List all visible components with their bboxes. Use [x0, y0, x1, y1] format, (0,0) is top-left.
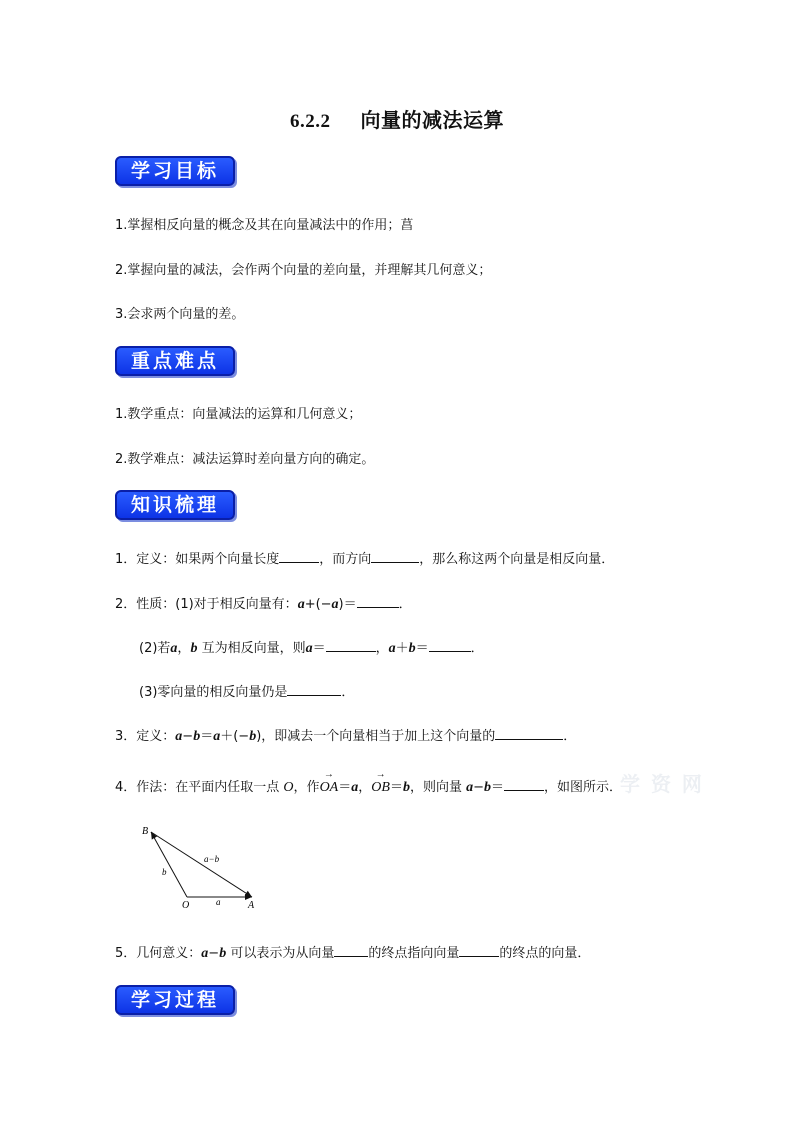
- goal-item: 3.会求两个向量的差。: [115, 307, 245, 322]
- knowledge-item-4: 4．作法：在平面内任取一点 O，作→ OA＝a，→ OB＝b，则向量 a−b＝ ，如图所示．: [115, 776, 622, 796]
- knowledge-item-2: 2．性质：(1)对于相反向量有：a+(−a)＝ ．: [115, 597, 412, 612]
- blank: [326, 639, 376, 652]
- point-B-label: B: [142, 826, 149, 837]
- knowledge-item-5: 5．几何意义：a−b 可以表示为从向量 的终点指向向量 的终点的向量．: [115, 946, 591, 961]
- goal-item: 2.掌握向量的减法，会作两个向量的差向量，并理解其几何意义；: [115, 263, 492, 278]
- knowledge-item-3: 3．定义：a−b＝a＋(−b)，即减去一个向量相当于加上这个向量的 ．: [115, 729, 577, 744]
- blank: [371, 550, 419, 563]
- blank: [279, 550, 319, 563]
- vector-a-minus-b-label: a−b: [204, 854, 220, 864]
- title-text: 向量的减法运算: [360, 108, 504, 132]
- blank: [287, 683, 341, 696]
- vector-b-label: b: [162, 867, 167, 877]
- section-number: 6.2.2: [290, 111, 331, 132]
- point-O-label: O: [182, 900, 190, 911]
- section-badge-process: 学习过程: [115, 985, 235, 1015]
- watermark: 学 资 网: [620, 772, 704, 796]
- section-badge-goals: 学习目标: [115, 156, 235, 186]
- blank: [429, 639, 471, 652]
- knowledge-item-1: 1．定义：如果两个向量长度 ，而方向 ，那么称这两个向量是相反向量．: [115, 552, 615, 567]
- section-badge-knowledge: 知识梳理: [115, 490, 235, 520]
- vector-a-label: a: [216, 897, 221, 907]
- vector-a-minus-b-line: [151, 832, 252, 897]
- vector-b-line: [151, 832, 187, 897]
- knowledge-item-2c: (3)零向量的相反向量仍是 ．: [139, 685, 355, 700]
- point-A-label: A: [248, 900, 255, 911]
- key-item: 1.教学重点：向量减法的运算和几何意义；: [115, 407, 362, 422]
- blank: [357, 595, 399, 608]
- blank: [334, 944, 368, 957]
- page-title: [0, 104, 794, 133]
- goal-item: 1.掌握相反向量的概念及其在向量减法中的作用；菖: [115, 218, 414, 233]
- blank: [495, 727, 563, 740]
- knowledge-item-2b: (2)若a，b 互为相反向量，则a＝ ，a＋b＝ ．: [139, 641, 484, 656]
- blank: [459, 944, 499, 957]
- blank: [504, 778, 544, 791]
- section-badge-key: 重点难点: [115, 346, 235, 376]
- key-item: 2.教学难点：减法运算时差向量方向的确定。: [115, 452, 375, 467]
- vector-difference-figure: [130, 818, 280, 913]
